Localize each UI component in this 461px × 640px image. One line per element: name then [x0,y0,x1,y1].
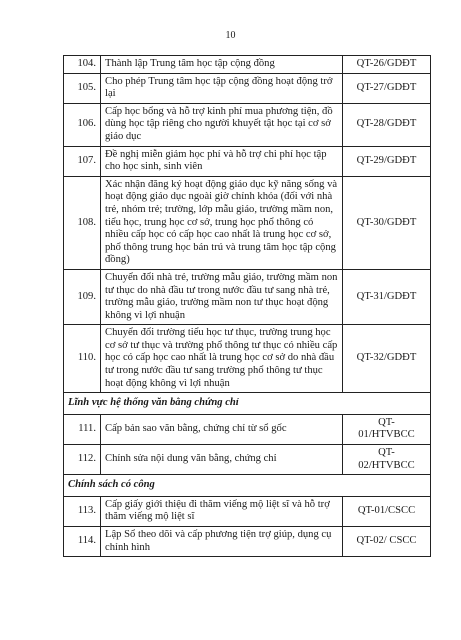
procedure-code-line: QT-31/GDĐT [356,290,417,302]
procedure-code-line: QT- [378,447,395,459]
page-number: 10 [225,30,236,41]
procedure-code [343,527,431,557]
procedure-row [64,445,431,475]
procedure-row [64,56,431,74]
procedure-number: 112. [64,445,101,475]
procedure-table-body [64,56,431,557]
procedure-number: 104. [64,56,101,74]
procedure-table [63,55,431,557]
procedure-row [64,414,431,444]
procedure-row [64,146,431,176]
procedure-code [343,56,431,74]
procedure-name: Cấp giấy giới thiệu đi thăm viếng mộ liệt sĩ và hỗ trợ thăm viếng mộ liệt sĩ [101,496,343,526]
procedure-name: Cho phép Trung tâm học tập cộng đồng hoạt động trở lại [101,73,343,103]
procedure-code-line: QT-32/GDĐT [356,352,417,364]
procedure-code-line: QT-02/ CSCC [356,535,417,547]
procedure-name: Cấp bản sao văn bằng, chứng chỉ từ sổ gốc [101,414,343,444]
procedure-code-line: QT-27/GDĐT [356,81,417,93]
procedure-name: Thành lập Trung tâm học tập cộng đồng [101,56,343,74]
section-title: Chính sách có công [64,475,431,497]
procedure-code [343,325,431,393]
procedure-name: Chỉnh sửa nội dung văn bằng, chứng chỉ [101,445,343,475]
procedure-code-line: 02/HTVBCC [358,459,415,471]
procedure-code [343,269,431,324]
procedure-number: 105. [64,73,101,103]
section-header-row [64,393,431,415]
procedure-row [64,527,431,557]
procedure-code-line: 01/HTVBCC [358,429,415,441]
procedure-code-line: QT-29/GDĐT [356,154,417,166]
procedure-number: 111. [64,414,101,444]
procedure-number: 109. [64,269,101,324]
procedure-name: Đề nghị miễn giảm học phí và hỗ trợ chi phí học tập cho học sinh, sinh viên [101,146,343,176]
procedure-code-line: QT- [378,416,395,428]
procedure-code [343,445,431,475]
procedure-number: 106. [64,103,101,146]
procedure-name: Chuyển đổi trường tiểu học tư thục, trường trung học cơ sở tư thục và trường phổ thông tư thục có nhiều cấp học có cấp học cao nhất là trung học cơ sở do nhà đầu tư trong nước đầu tư sang trường phổ thông tư thục hoạt động không vì lợi nhuận [101,325,343,393]
procedure-row [64,103,431,146]
procedure-number: 113. [64,496,101,526]
procedure-row [64,176,431,269]
procedure-name: Cấp học bổng và hỗ trợ kinh phí mua phương tiện, đồ dùng học tập riêng cho người khuyết tật học tại cơ sở giáo dục [101,103,343,146]
procedure-code-line: QT-28/GDĐT [356,118,417,130]
procedure-name: Xác nhận đăng ký hoạt động giáo dục kỹ năng sống và hoạt động giáo dục ngoài giờ chính khóa (đối với nhà trẻ, nhóm trẻ; trường, lớp mẫu giáo, trường mầm non, tiểu học, trung học cơ sở, trung học phổ thông có nhiều cấp học có cấp học cao nhất là trung học cơ sở, phổ thông trung học bán trú và trung tâm học tập cộng đồng) [101,176,343,269]
procedure-name: Chuyển đổi nhà trẻ, trường mẫu giáo, trường mầm non tư thục do nhà đầu tư trong nước đầu tư sang nhà trẻ, trường mẫu giáo, trường mầm non tư thục hoạt động không vì lợi nhuận [101,269,343,324]
procedure-row [64,496,431,526]
section-header-row [64,475,431,497]
procedure-code [343,176,431,269]
procedure-number: 114. [64,527,101,557]
procedure-number: 110. [64,325,101,393]
procedure-row [64,325,431,393]
procedure-number: 107. [64,146,101,176]
procedure-row [64,269,431,324]
procedure-code [343,414,431,444]
procedure-code [343,146,431,176]
procedure-number: 108. [64,176,101,269]
procedure-row [64,73,431,103]
procedure-code [343,73,431,103]
procedure-code-line: QT-30/GDĐT [356,216,417,228]
procedure-name: Lập Sổ theo dõi và cấp phương tiện trợ giúp, dụng cụ chỉnh hình [101,527,343,557]
procedure-code-line: QT-01/CSCC [357,505,416,517]
procedure-code [343,496,431,526]
section-title: Lĩnh vực hệ thống văn bằng chứng chỉ [64,393,431,415]
procedure-code-line: QT-26/GDĐT [356,58,417,69]
procedure-code [343,103,431,146]
